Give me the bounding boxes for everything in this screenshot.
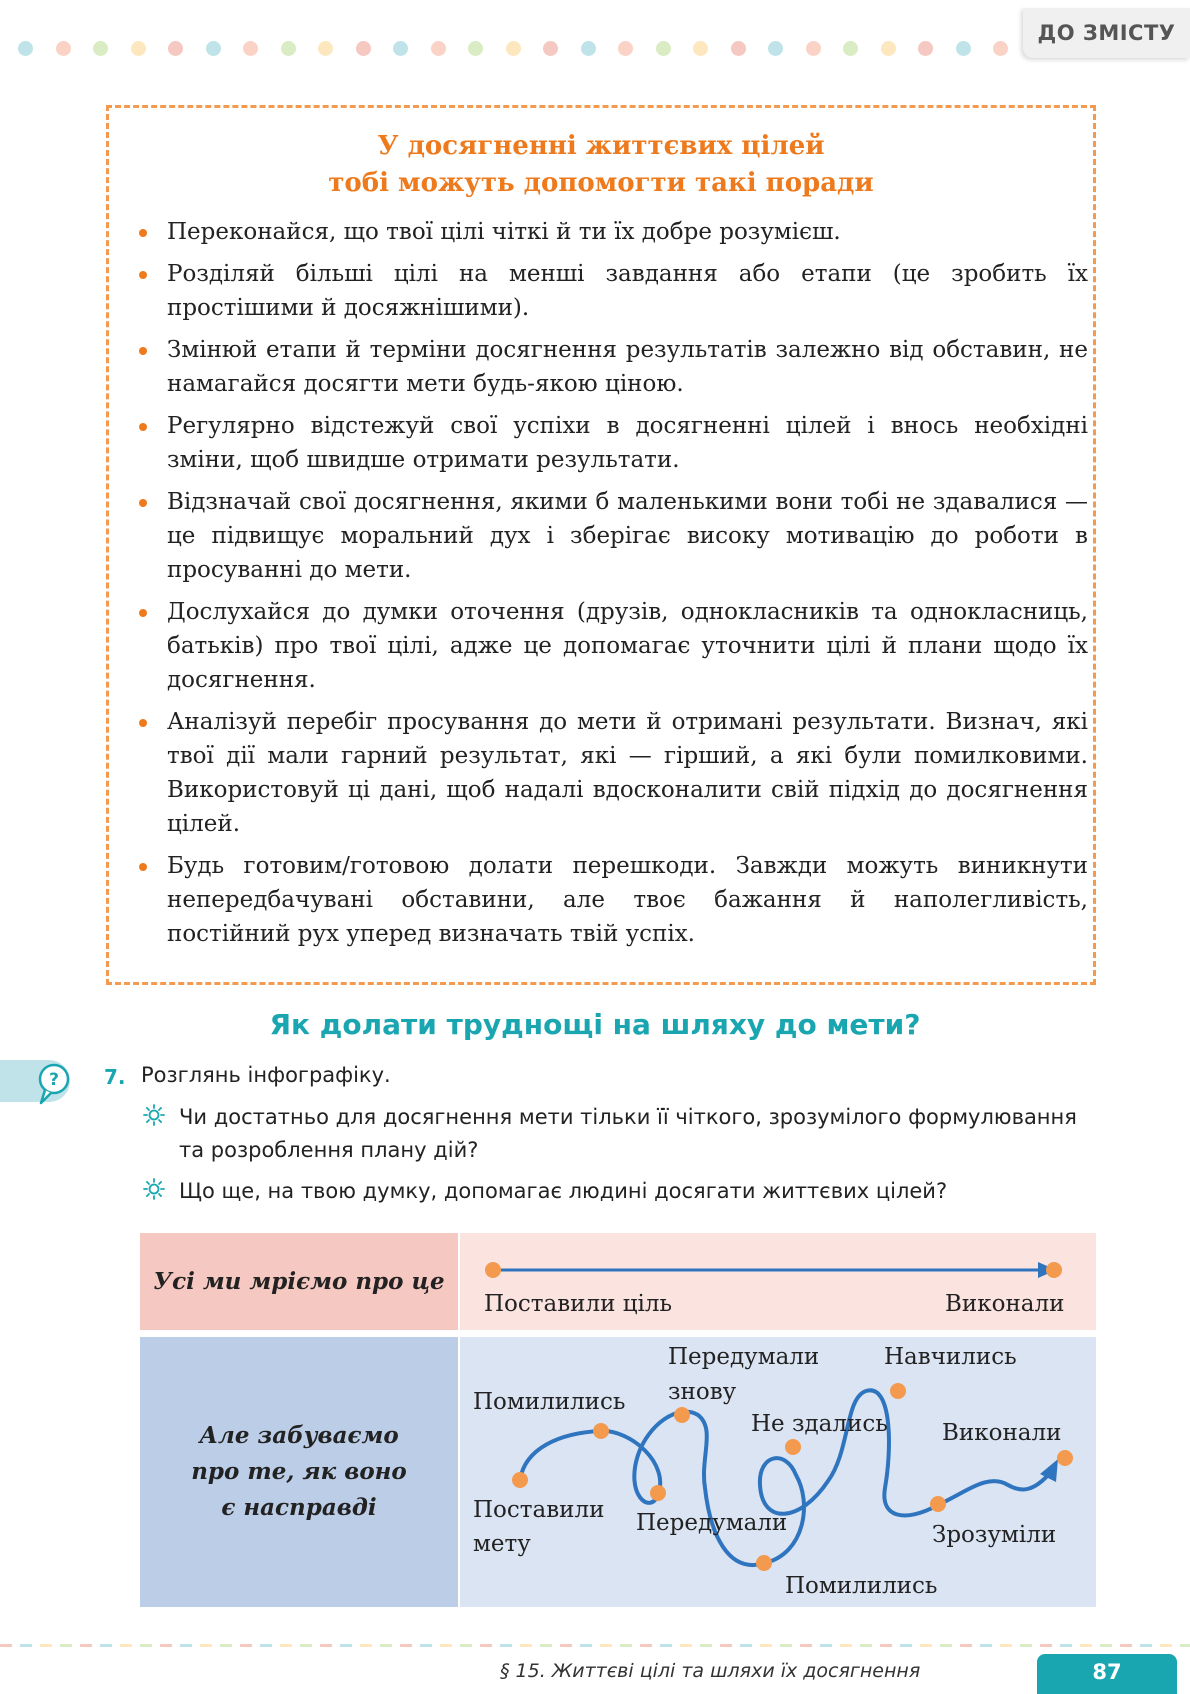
bottom-dash (820, 1644, 832, 1647)
bottom-dash (860, 1644, 872, 1647)
bottom-dash (1100, 1644, 1112, 1647)
bottom-dash (580, 1644, 592, 1647)
step-dot-understood (930, 1496, 946, 1512)
label-understood: Зрозуміли (932, 1522, 1057, 1548)
to-contents-button[interactable]: ДО ЗМІСТУ (1023, 8, 1190, 58)
bottom-dash (560, 1644, 572, 1647)
tip-item: Дослухайся до думки оточення (друзів, однокласників та однокласниць, батьків) про твої цілі, адже це допомагає уточнити цілі й плани щодо їх досягнення. (133, 595, 1088, 697)
question-2 (143, 1175, 1103, 1208)
step-dot-mistaken-2 (756, 1555, 772, 1571)
bottom-dash (700, 1644, 712, 1647)
bottom-dash (680, 1644, 692, 1647)
dream-end-label: Виконали (945, 1291, 1065, 1317)
bottom-dash (640, 1644, 652, 1647)
top-dot (356, 41, 371, 56)
bottom-dash (100, 1644, 112, 1647)
bottom-dash (240, 1644, 252, 1647)
tips-list (133, 215, 1088, 959)
dream-end-dot (1046, 1262, 1062, 1278)
top-dot (693, 41, 708, 56)
question-1 (143, 1101, 1103, 1167)
bottom-dash (20, 1644, 32, 1647)
bottom-dash (880, 1644, 892, 1647)
bottom-dash (500, 1644, 512, 1647)
label-changed-again-1: Передумали (668, 1344, 820, 1370)
top-dots-decoration (18, 41, 1018, 57)
step-dot-changed-mind (650, 1485, 666, 1501)
step-dot-learned (890, 1383, 906, 1399)
sun-bullet-icon (143, 1178, 165, 1200)
step-dot-did-not-give-up (785, 1439, 801, 1455)
tip-item: Аналізуй перебіг просування до мети й отримані результати. Визнач, які твої дії мали гарний результат, які — гірший, а які були помилковими. Використовуй ці дані, щоб надалі вдосконалити свій підхід до досягнення цілей. (133, 705, 1088, 841)
bottom-dash (0, 1644, 12, 1647)
label-changed-again-2: знову (668, 1379, 737, 1405)
tips-title (109, 128, 1093, 202)
bottom-dash (960, 1644, 972, 1647)
reality-label-text: Але забуваємо про те, як воно є насправді (191, 1422, 407, 1521)
task-text: Розглянь інфографіку. (141, 1063, 391, 1087)
bottom-dash (520, 1644, 532, 1647)
label-mistaken-2: Помилились (785, 1573, 938, 1599)
bottom-dash (920, 1644, 932, 1647)
bottom-dash (360, 1644, 372, 1647)
bottom-dash (200, 1644, 212, 1647)
bottom-dash (1040, 1644, 1052, 1647)
bottom-dash (1180, 1644, 1190, 1647)
top-dot (168, 41, 183, 56)
top-dot (656, 41, 671, 56)
top-dot (131, 41, 146, 56)
bottom-dash (140, 1644, 152, 1647)
bottom-dash (1060, 1644, 1072, 1647)
bottom-dash (980, 1644, 992, 1647)
bottom-dash (480, 1644, 492, 1647)
tip-item: Змінюй етапи й терміни досягнення результатів залежно від обставин, не намагайся досягти мети будь-якою ціною. (133, 333, 1088, 401)
top-dot (731, 41, 746, 56)
bottom-dash (760, 1644, 772, 1647)
bottom-dash (620, 1644, 632, 1647)
bottom-dash (60, 1644, 72, 1647)
bottom-dash (380, 1644, 392, 1647)
top-dot (431, 41, 446, 56)
label-mistaken-1: Помилились (473, 1389, 626, 1415)
top-dot (843, 41, 858, 56)
bottom-dash (440, 1644, 452, 1647)
tip-item: Регулярно відстежуй свої успіхи в досягненні цілей і внось необхідні зміни, щоб швидше отримати результати. (133, 409, 1088, 477)
bottom-dash (420, 1644, 432, 1647)
bottom-dash (300, 1644, 312, 1647)
bottom-dash (1000, 1644, 1012, 1647)
sun-bullet-icon (143, 1104, 165, 1126)
label-set-goal-2: мету (473, 1531, 531, 1557)
bottom-dash (280, 1644, 292, 1647)
bottom-dash (900, 1644, 912, 1647)
top-dot (56, 41, 71, 56)
bottom-dash (460, 1644, 472, 1647)
task-number: 7. (104, 1065, 126, 1089)
bottom-dash (1120, 1644, 1132, 1647)
bottom-dash (800, 1644, 812, 1647)
tip-item: Відзначай свої досягнення, якими б маленькими вони тобі не здавалися — це підвищує моральний дух і зберігає високу мотивацію до роботи в просуванні до мети. (133, 485, 1088, 587)
bottom-dash (780, 1644, 792, 1647)
page-number: 87 (1037, 1654, 1177, 1694)
step-dot-done (1057, 1450, 1073, 1466)
dream-label: Усі ми мріємо про це (140, 1233, 458, 1330)
question-bubble-icon (36, 1063, 72, 1107)
bottom-dash (940, 1644, 952, 1647)
top-dot (768, 41, 783, 56)
tip-item: Переконайся, що твої цілі чіткі й ти їх добре розумієш. (133, 215, 1088, 249)
label-learned: Навчились (884, 1344, 1017, 1370)
top-dot (581, 41, 596, 56)
top-dot (468, 41, 483, 56)
bottom-dash (120, 1644, 132, 1647)
top-dot (318, 41, 333, 56)
top-dot (956, 41, 971, 56)
label-done: Виконали (942, 1420, 1062, 1446)
bottom-dash (1160, 1644, 1172, 1647)
top-dot (806, 41, 821, 56)
top-dot (618, 41, 633, 56)
tip-item: Розділяй більші цілі на менші завдання або етапи (це зробить їх простішими й досяжнішими). (133, 257, 1088, 325)
bottom-dash (600, 1644, 612, 1647)
bottom-dash (840, 1644, 852, 1647)
bottom-dash (1020, 1644, 1032, 1647)
bottom-dashed-line (0, 1644, 1190, 1648)
bottom-dash (160, 1644, 172, 1647)
label-changed-mind: Передумали (636, 1510, 788, 1536)
top-dot (543, 41, 558, 56)
top-dot (18, 41, 33, 56)
top-dot (206, 41, 221, 56)
tips-title-line-2: тобі можуть допомогти такі поради (328, 168, 874, 198)
top-dot (393, 41, 408, 56)
top-dot (506, 41, 521, 56)
step-dot-changed-again (674, 1407, 690, 1423)
question-1-text: Чи достатньо для досягнення мети тільки її чіткого, зрозумілого формулювання та розроблення плану дій? (179, 1105, 1077, 1162)
top-dot (243, 41, 258, 56)
bottom-dash (260, 1644, 272, 1647)
bottom-dash (1080, 1644, 1092, 1647)
bottom-dash (660, 1644, 672, 1647)
step-dot-set-goal (512, 1472, 528, 1488)
bottom-dash (80, 1644, 92, 1647)
question-2-text: Що ще, на твою думку, допомагає людині досягати життєвих цілей? (179, 1179, 948, 1203)
top-dot (881, 41, 896, 56)
bottom-dash (740, 1644, 752, 1647)
tip-item: Будь готовим/готовою долати перешкоди. Завжди можуть виникнути непередбачувані обставини, але твоє бажання й наполегливість, постійний рух уперед визначать твій успіх. (133, 849, 1088, 951)
reality-label (140, 1337, 458, 1607)
svg-text:?: ? (49, 1070, 59, 1090)
bottom-dash (1140, 1644, 1152, 1647)
footer-caption: § 15. Життєві цілі та шляхи їх досягнення (500, 1660, 921, 1682)
label-did-not-give-up: Не здались (751, 1411, 888, 1437)
bottom-dash (40, 1644, 52, 1647)
top-dot (93, 41, 108, 56)
bottom-dash (340, 1644, 352, 1647)
dream-start-dot (485, 1262, 501, 1278)
label-set-goal-1: Поставили (473, 1497, 605, 1523)
step-dot-mistaken-1 (593, 1423, 609, 1439)
bottom-dash (180, 1644, 192, 1647)
bottom-dash (720, 1644, 732, 1647)
section-heading: Як долати труднощі на шляху до мети? (269, 1008, 921, 1041)
bottom-dash (540, 1644, 552, 1647)
tips-title-line-1: У досягненні життєвих цілей (377, 131, 825, 161)
bottom-dash (220, 1644, 232, 1647)
top-dot (993, 41, 1008, 56)
bottom-dash (320, 1644, 332, 1647)
dream-start-label: Поставили ціль (484, 1291, 673, 1317)
bottom-dash (400, 1644, 412, 1647)
top-dot (281, 41, 296, 56)
top-dot (918, 41, 933, 56)
tips-box (106, 105, 1096, 985)
